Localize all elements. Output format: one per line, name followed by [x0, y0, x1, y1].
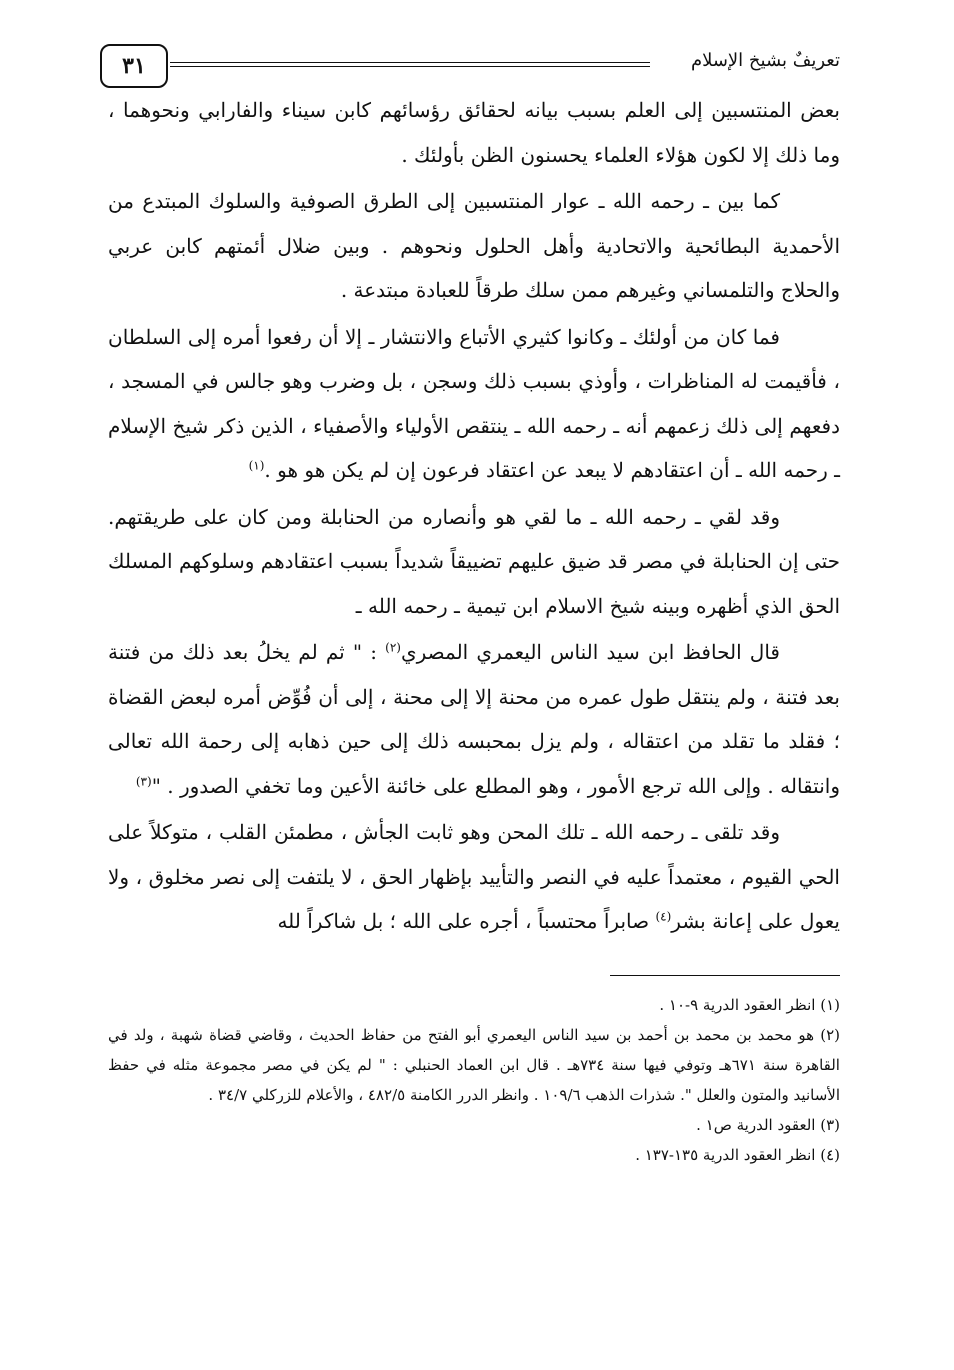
footnote-ref: (٣) — [135, 773, 152, 788]
header-rule — [170, 62, 650, 67]
footnote-ref: (٤) — [655, 909, 672, 924]
paragraph-text: وقد تلقى ـ رحمه الله ـ تلك المحن وهو ثابت الجأش ، مطمئن القلب ، متوكلاً على الحي القيوم ، معتمداً عليه في النصر والتأييد بإظهار الحق ، لا يلتفت إلى نصر مخلوق ، ولا يعول على إعانة بشر — [108, 820, 840, 933]
paragraph-text: صابراً محتسباً ، أجره على الله ؛ بل شاكراً لله — [277, 909, 656, 933]
paragraph: بعض المنتسبين إلى العلم بسبب بيانه لحقائق رؤسائهم كابن سيناء والفارابي ونحوهما ، وما ذلك إلا لكون هؤلاء العلماء يحسنون الظن بأولئك . — [108, 98, 840, 167]
paragraph-text: قال الحافظ ابن سيد الناس اليعمري المصري — [400, 640, 780, 664]
page-number: ٣١ — [100, 44, 168, 88]
paragraph — [108, 630, 840, 808]
running-title: تعريفٌ بشيخ الإسلام — [690, 50, 840, 71]
paragraph-text: فما كان من أولئك ـ وكانوا كثيري الأتباع والانتشار ـ إلا أن رفعوا أمره إلى السلطان ، فأقيمت له المناظرات ، وأوذي بسبب ذلك وسجن ، بل وضرب وهو جالس في المسجد ، دفعهم إلى ذلك زعمهم أنه ـ رحمه الله ـ ينتقص الأولياء والأصفياء ، الذين ذكر شيخ الإسلام ـ رحمه الله ـ أن اعتقادهم لا يبعد عن اعتقاد فرعون إن لم يكن هو هو . — [108, 324, 840, 482]
footnote-separator — [610, 975, 840, 976]
paragraph — [108, 810, 840, 944]
paragraph-text: : " ثم لم يخلُ بعد ذلك من فتنة بعد فتنة ، ولم ينتقل طول عمره من محنة إلا إلى محنة ، إلى أن فُوِّض أمره لبعض القضاة ؛ فقلد ما تقلد من اعتقاله ، ولم يزل بمحبسه ذلك إلى حين ذهابه إلى رحمة الله تعالى وانتقاله . وإلى الله ترجع الأمور ، وهو المطلع على خائنة الأعين وما تخفي الصدور . " — [108, 640, 840, 798]
body-text — [108, 88, 840, 944]
paragraph: كما بين ـ رحمه الله ـ عوار المنتسبين إلى الطرق الصوفية والسلوك المبتدع من الأحمدية البطائحية والاتحادية وأهل الحلول ونحوهم . وبين ضلال أئمتهم كابن عربي والحلاج والتلمساني وغيرهم ممن سلك طرقاً للعبادة مبتدعة . — [108, 189, 840, 302]
paragraph — [108, 315, 840, 493]
footnote-ref: (١) — [248, 458, 265, 473]
footnote-ref: (٢) — [385, 640, 401, 655]
page-header — [100, 44, 840, 88]
footnote: (٣) العقود الدرية ص١ . — [696, 1116, 840, 1134]
paragraph: وقد لقي ـ رحمه الله ـ ما لقي هو وأنصاره من الحنابلة ومن كان على طريقتهم. حتى إن الحنابلة في مصر قد ضيق عليهم تضييقاً شديداً بسبب اعتقادهم وسلوكهم المسلك الحق الذي أظهره وبينه شيخ الاسلام ابن تيمية ـ رحمه الله ـ — [108, 504, 840, 618]
footnote: (١) انظر العقود الدرية ٩-١٠ . — [659, 996, 840, 1014]
footnote: (٢) هو محمد بن محمد بن أحمد بن سيد الناس اليعمري أبو الفتح من حفاظ الحديث ، وقاضي قضاة شهبة ، ولد في القاهرة سنة ٦٧١هـ وتوفي فيها سنة ٧٣٤هـ . قال ابن العماد الحنبلي : " لم يكن في مصر مجموعة مثله في حفظ الأسانيد والمتون والعلل ". شذرات الذهب ١٠٩/٦ . وانظر الدرر الكامنة ٤٨٢/٥ ، والأعلام للزركلي ٣٤/٧ . — [108, 1026, 840, 1104]
footnote: (٤) انظر العقود الدرية ١٣٥-١٣٧ . — [635, 1146, 840, 1164]
footnotes — [108, 990, 840, 1170]
